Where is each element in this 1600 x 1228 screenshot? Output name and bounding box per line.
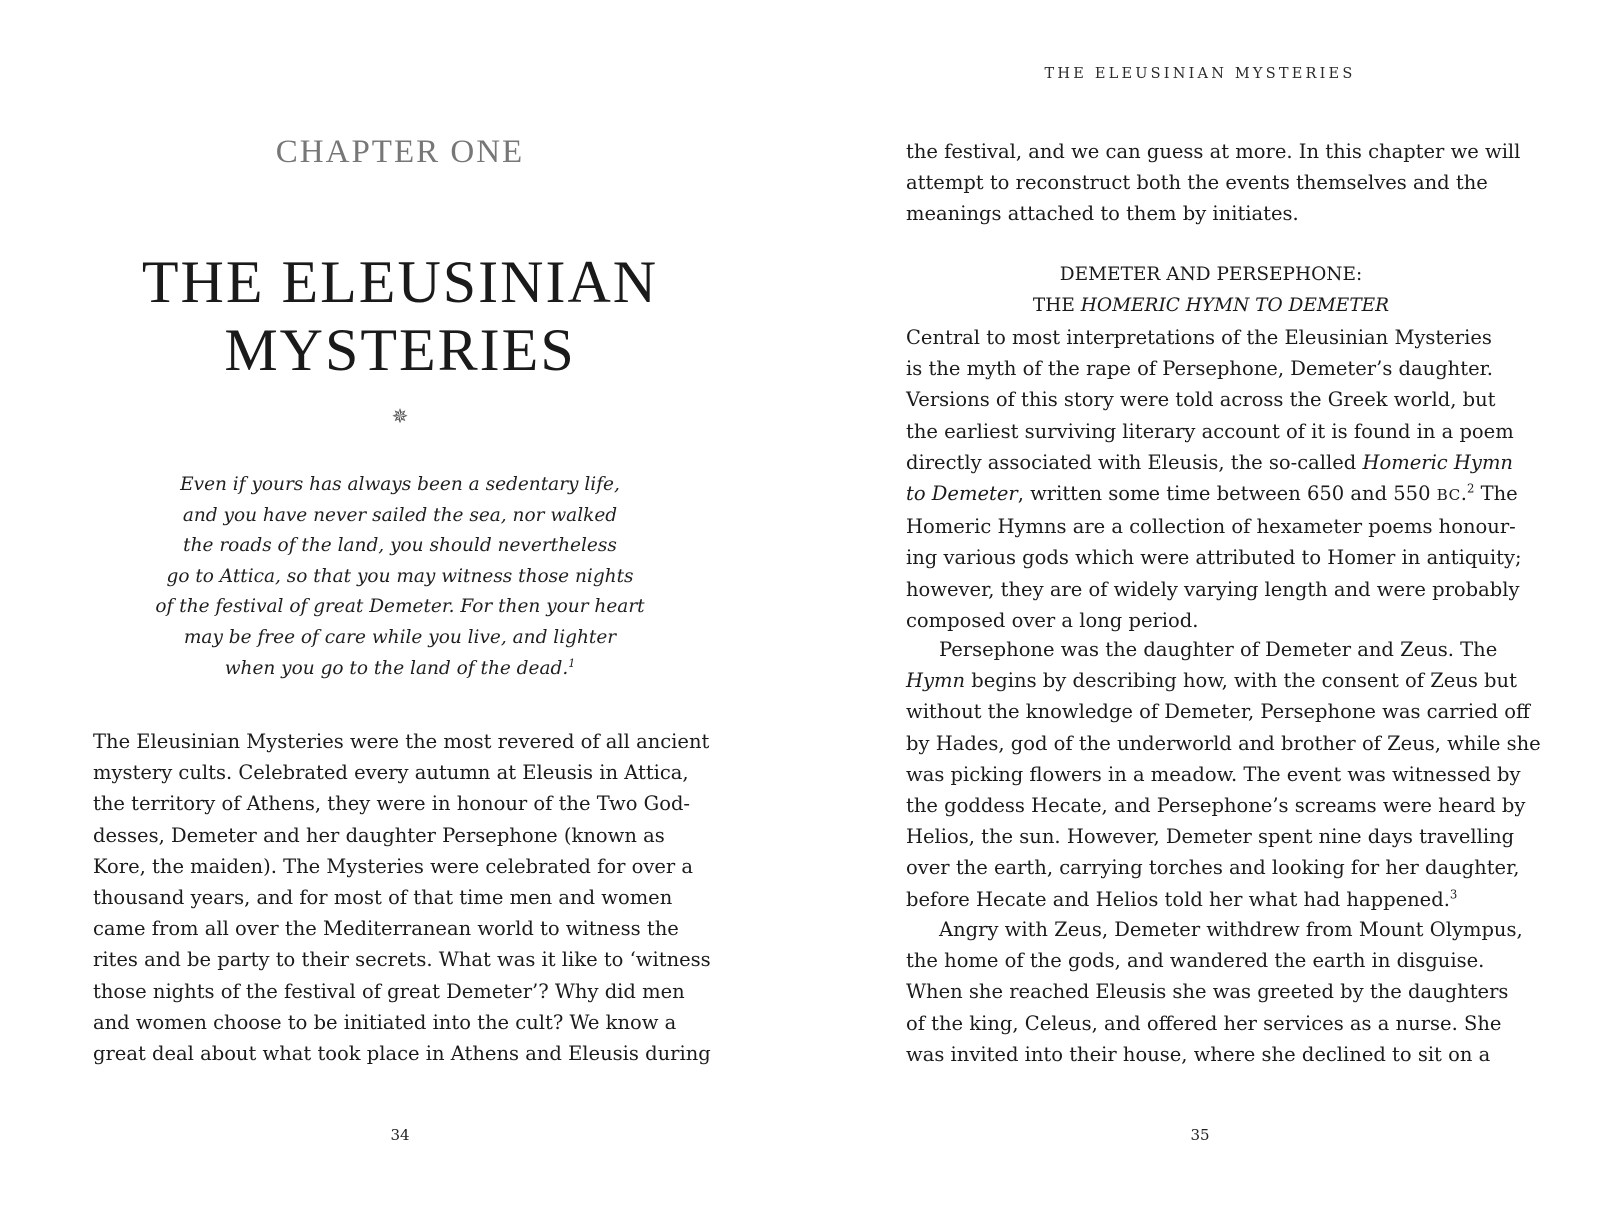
chapter-label: CHAPTER ONE: [275, 134, 525, 170]
body-line: by Hades, god of the underworld and brother of Zeus, while she: [906, 731, 1541, 755]
work-title: Homeric Hymn: [1362, 450, 1513, 474]
body-line: [906, 884, 1516, 915]
body-line: attempt to reconstruct both the events themselves and the: [906, 171, 1488, 195]
body-line: the territory of Athens, they were in honour of the Two God-: [93, 792, 691, 816]
body-line: however, they are of widely varying length and were probably: [906, 577, 1520, 601]
body-line: [906, 665, 1516, 696]
epigraph-line: of the festival of great Demeter. For then your heart: [155, 596, 645, 618]
body-text-run: begins by describing how, with the consent of Zeus but: [965, 669, 1517, 693]
body-line: and women choose to be initiated into the cult? We know a: [93, 1010, 677, 1034]
star-ornament-icon: ✵: [391, 404, 409, 428]
body-line: [906, 447, 1516, 478]
section-heading: [906, 260, 1516, 321]
section-heading-prefix: THE: [1032, 294, 1081, 316]
body-line: [906, 478, 1516, 511]
body-line: ing various gods which were attributed to Homer in antiquity;: [906, 546, 1522, 570]
body-line: Versions of this story were told across the Greek world, but: [906, 388, 1496, 412]
right-page: [800, 0, 1600, 1228]
epigraph-line-text: when you go to the land of the dead.: [224, 657, 569, 679]
page-number: 35: [1190, 1126, 1210, 1144]
section-heading-title: HOMERIC HYMN TO DEMETER: [1080, 294, 1390, 316]
era-abbrev: BC: [1436, 486, 1461, 505]
footnote-ref[interactable]: 3: [1449, 887, 1458, 902]
epigraph-line: the roads of the land, you should nevertheless: [183, 535, 617, 557]
body-line: meanings attached to them by initiates.: [906, 202, 1299, 226]
body-line: was picking flowers in a meadow. The event was witnessed by: [906, 762, 1521, 786]
body-line: The Eleusinian Mysteries were the most revered of all ancient: [93, 730, 710, 753]
section-heading-line: DEMETER AND PERSEPHONE:: [1059, 264, 1363, 285]
paragraph-2: [906, 634, 1541, 915]
work-title: to Demeter: [906, 482, 1018, 506]
body-line: the earliest surviving literary account of it is found in a poem: [906, 419, 1514, 443]
chapter-title-line: MYSTERIES: [224, 317, 576, 383]
body-line: was invited into their house, where she declined to sit on a: [906, 1042, 1491, 1066]
section-heading-line: [906, 291, 1516, 322]
body-text-run: directly associated with Eleusis, the so-called: [906, 450, 1363, 474]
paragraph-1: [906, 322, 1522, 636]
body-line: composed over a long period.: [906, 608, 1199, 632]
paragraph-3: [906, 914, 1523, 1070]
body-line: Central to most interpretations of the Eleusinian Mysteries: [906, 326, 1492, 349]
body-line: those nights of the festival of great Demeter’? Why did men: [93, 979, 685, 1003]
body-line: When she reached Eleusis she was greeted by the daughters: [906, 980, 1509, 1004]
page-number: 34: [390, 1126, 410, 1144]
chapter-title-line: THE ELEUSINIAN: [141, 249, 659, 315]
running-head: THE ELEUSINIAN MYSTERIES: [1044, 66, 1356, 82]
work-title: Hymn: [906, 669, 966, 693]
body-line: came from all over the Mediterranean world to witness the: [93, 917, 679, 941]
body-text-run: , written some time between 650 and 550: [1017, 482, 1437, 506]
footnote-ref[interactable]: 2: [1466, 481, 1475, 496]
intro-paragraph: [906, 136, 1521, 230]
epigraph-line: go to Attica, so that you may witness those nights: [166, 565, 634, 587]
chapter-title: [0, 248, 800, 384]
body-line: the festival, and we can guess at more. In this chapter we will: [906, 140, 1521, 163]
body-line: is the myth of the rape of Persephone, Demeter’s daughter.: [906, 357, 1493, 381]
epigraph-line: may be free of care while you live, and lighter: [183, 626, 617, 648]
body-line: Homeric Hymns are a collection of hexameter poems honour-: [906, 515, 1516, 539]
body-line: the home of the gods, and wandered the earth in disguise.: [906, 949, 1485, 973]
body-line: without the knowledge of Demeter, Persephone was carried off: [906, 700, 1530, 724]
body-text-run: .: [1460, 482, 1467, 506]
epigraph-line: Even if yours has always been a sedentary life,: [180, 474, 620, 495]
body-line: the goddess Hecate, and Persephone’s screams were heard by: [906, 794, 1526, 818]
body-line: desses, Demeter and her daughter Persephone (known as: [93, 823, 665, 847]
body-text-run: before Hecate and Helios told her what had happened.: [906, 887, 1450, 911]
body-text: [93, 726, 711, 1069]
body-line: thousand years, and for most of that time men and women: [93, 886, 673, 910]
body-line: mystery cults. Celebrated every autumn at Eleusis in Attica,: [93, 761, 689, 785]
epigraph-line: [120, 654, 680, 685]
body-line: Helios, the sun. However, Demeter spent nine days travelling: [906, 825, 1515, 849]
footnote-ref[interactable]: 1: [568, 656, 576, 670]
body-line: of the king, Celeus, and offered her services as a nurse. She: [906, 1011, 1502, 1035]
body-text-run: The: [1474, 482, 1518, 506]
body-line: Kore, the maiden). The Mysteries were celebrated for over a: [93, 854, 694, 878]
body-line: Angry with Zeus, Demeter withdrew from Mount Olympus,: [939, 918, 1523, 941]
body-line: rites and be party to their secrets. What was it like to ‘witness: [93, 948, 711, 972]
body-line: Persephone was the daughter of Demeter and Zeus. The: [939, 638, 1498, 661]
epigraph-line: and you have never sailed the sea, nor walked: [182, 504, 618, 526]
body-line: great deal about what took place in Athens and Eleusis during: [93, 1042, 711, 1066]
epigraph: [120, 470, 680, 684]
body-line: over the earth, carrying torches and looking for her daughter,: [906, 856, 1520, 880]
